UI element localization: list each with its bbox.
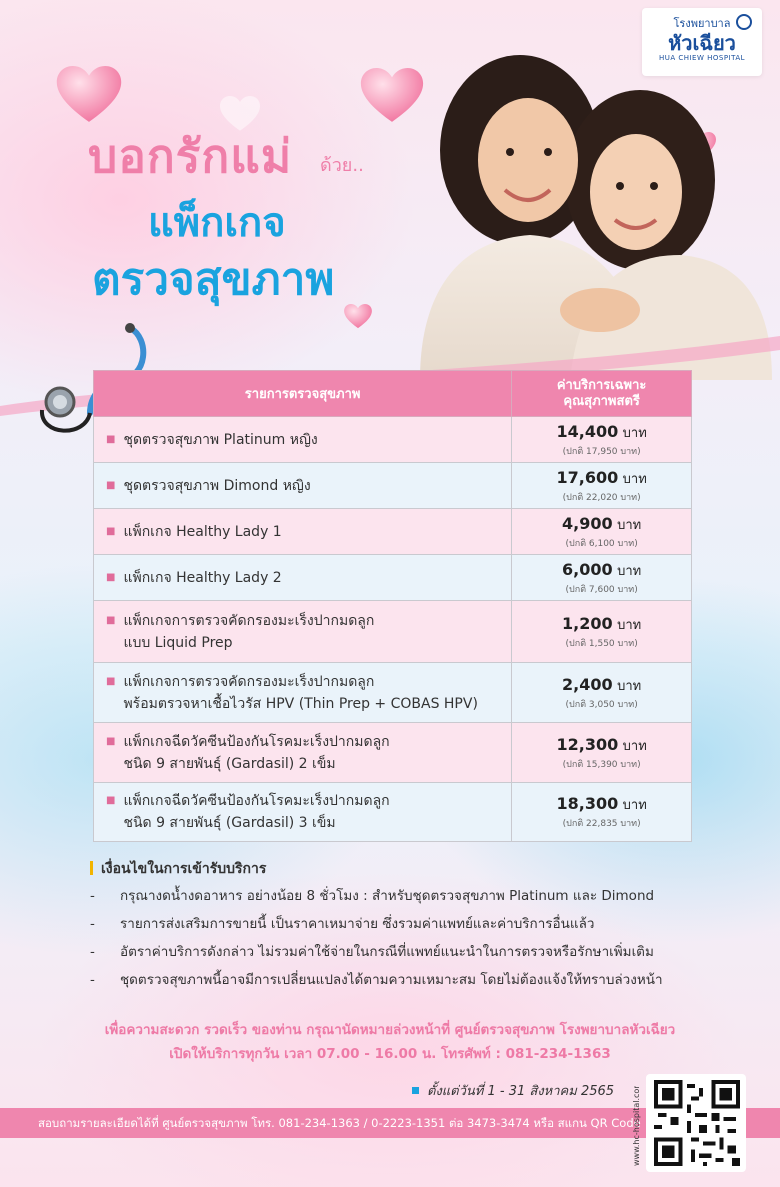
conditions-list <box>90 884 750 996</box>
row-normal-price: (ปกติ 15,390 บาท) <box>562 759 641 770</box>
condition-text: อัตราค่าบริการดังกล่าว ไม่รวมค่าใช้จ่ายในกรณีที่แพทย์แนะนำในการตรวจหรือรักษาเพิ่มเติม <box>120 944 654 960</box>
row-name-line2: แบบ Liquid Prep <box>123 634 233 651</box>
logo-line2: หัวเฉียว <box>668 31 736 55</box>
square-bullet-icon <box>412 1087 419 1094</box>
row-normal-price: (ปกติ 22,020 บาท) <box>562 492 641 503</box>
hospital-logo <box>642 8 762 76</box>
condition-text: กรุณางดน้ำงดอาหาร อย่างน้อย 8 ชั่วโมง : สำหรับชุดตรวจสุขภาพ Platinum และ Dimond <box>120 888 655 904</box>
bullet-icon: ■ <box>106 795 116 806</box>
condition-text: รายการส่งเสริมการขายนี้ เป็นราคาเหมาจ่าย ซึ่งรวมค่าแพทย์และค่าบริการอื่นแล้ว <box>120 916 595 932</box>
row-name-line2: ชนิด 9 สายพันธุ์ (Gardasil) 2 เข็ม <box>123 755 336 772</box>
heart-icon <box>56 66 122 124</box>
table-row <box>94 723 692 783</box>
conditions-title-text: เงื่อนไขในการเข้ารับบริการ <box>101 861 267 877</box>
title-bar-icon <box>90 861 93 875</box>
conditions-title <box>90 858 266 880</box>
header-price-line1: ค่าบริการเฉพาะ <box>556 377 647 393</box>
row-name-line2: พร้อมตรวจหาเชื้อไวรัส HPV (Thin Prep + COBAS HPV) <box>123 695 478 712</box>
row-unit: บาท <box>622 425 647 441</box>
bullet-icon: ■ <box>106 675 116 687</box>
headline-small: ด้วย.. <box>320 155 364 176</box>
table-row <box>94 463 692 509</box>
row-name: แพ็กเกจการตรวจคัดกรองมะเร็งปากมดลูก <box>123 673 375 690</box>
list-item: - อัตราค่าบริการดังกล่าว ไม่รวมค่าใช้จ่ายในกรณีที่แพทย์แนะนำในการตรวจหรือรักษาเพิ่มเติม <box>90 944 654 960</box>
header-price-line2: คุณสุภาพสตรี <box>563 393 640 409</box>
mother-daughter-photo <box>400 40 772 380</box>
row-unit: บาท <box>617 563 642 579</box>
row-unit: บาท <box>617 617 642 633</box>
row-price: 17,600 <box>556 467 619 487</box>
row-name: แพ็กเกจฉีดวัคซีนป้องกันโรคมะเร็งปากมดลูก <box>123 793 390 809</box>
website-url[interactable] <box>628 1086 644 1166</box>
row-name: ชุดตรวจสุขภาพ Dimond หญิง <box>123 477 311 494</box>
table-header-row <box>94 371 692 417</box>
row-price: 4,900 <box>562 513 613 533</box>
row-unit: บาท <box>617 517 642 533</box>
table-row <box>94 509 692 555</box>
table-row <box>94 783 692 842</box>
row-name: แพ็กเกจ Healthy Lady 1 <box>123 523 282 540</box>
bullet-icon: ■ <box>106 479 116 491</box>
row-price: 12,300 <box>556 734 619 754</box>
package-table <box>93 370 692 842</box>
row-price: 2,400 <box>562 674 613 694</box>
condition-text: ชุดตรวจสุขภาพนี้อาจมีการเปลี่ยนแปลงได้ตามความเหมาะสม โดยไม่ต้องแจ้งให้ทราบล่วงหน้า <box>120 972 663 988</box>
row-normal-price: (ปกติ 6,100 บาท) <box>565 538 638 549</box>
bullet-icon: ■ <box>106 735 116 747</box>
bullet-icon: ■ <box>106 571 116 583</box>
booking-note: เพื่อความสะดวก รวดเร็ว ของท่าน กรุณานัดหมายล่วงหน้าที่ ศูนย์ตรวจสุขภาพ โรงพยาบาลหัวเฉียว <box>104 1022 676 1038</box>
row-price: 1,200 <box>562 613 613 633</box>
list-item: - ชุดตรวจสุขภาพนี้อาจมีการเปลี่ยนแปลงได้ตามความเหมาะสม โดยไม่ต้องแจ้งให้ทราบล่วงหน้า <box>90 972 663 988</box>
row-name: แพ็กเกจการตรวจคัดกรองมะเร็งปากมดลูก <box>123 612 375 629</box>
row-price: 14,400 <box>556 421 619 441</box>
promo-period-text: ตั้งแต่วันที่ 1 - 31 สิงหาคม 2565 <box>427 1084 615 1099</box>
header-price <box>512 371 692 417</box>
logo-line1: โรงพยาบาล <box>673 17 731 30</box>
table-row <box>94 417 692 463</box>
website-url-text: www.hc-hospital.com <box>632 1086 641 1166</box>
hospital-seal-icon <box>736 14 752 30</box>
list-item: - กรุณางดน้ำงดอาหาร อย่างน้อย 8 ชั่วโมง : สำหรับชุดตรวจสุขภาพ Platinum และ Dimond <box>90 888 655 904</box>
row-name: แพ็กเกจ Healthy Lady 2 <box>123 569 282 586</box>
row-name: ชุดตรวจสุขภาพ Platinum หญิง <box>123 431 318 448</box>
row-normal-price: (ปกติ 3,050 บาท) <box>565 699 638 710</box>
bullet-icon: ■ <box>106 433 116 445</box>
headline-line2: แพ็กเกจ <box>148 200 286 246</box>
headline-line1: บอกรักแม่ <box>88 129 293 183</box>
row-unit: บาท <box>617 678 642 694</box>
bullet-icon: ■ <box>106 614 116 626</box>
bullet-icon: ■ <box>106 525 116 537</box>
row-normal-price: (ปกติ 1,550 บาท) <box>565 638 638 649</box>
header-item: รายการตรวจสุขภาพ <box>94 371 512 417</box>
row-unit: บาท <box>622 798 647 813</box>
row-name: แพ็กเกจฉีดวัคซีนป้องกันโรคมะเร็งปากมดลูก <box>123 733 390 750</box>
hours-note: เปิดให้บริการทุกวัน เวลา 07.00 - 16.00 น. โทรศัพท์ : 081-234-1363 <box>169 1046 611 1062</box>
headline-line3: ตรวจสุขภาพ <box>92 254 335 305</box>
row-unit: บาท <box>622 471 647 487</box>
row-price: 18,300 <box>556 794 619 813</box>
row-unit: บาท <box>622 738 647 754</box>
row-name-line2: ชนิด 9 สายพันธุ์ (Gardasil) 3 เข็ม <box>123 815 336 831</box>
table-row <box>94 555 692 601</box>
row-normal-price: (ปกติ 7,600 บาท) <box>565 584 638 595</box>
table-row <box>94 601 692 663</box>
row-normal-price: (ปกติ 22,835 บาท) <box>562 819 641 829</box>
logo-line3: HUA CHIEW HOSPITAL <box>658 54 746 62</box>
list-item: - รายการส่งเสริมการขายนี้ เป็นราคาเหมาจ่าย ซึ่งรวมค่าแพทย์และค่าบริการอื่นแล้ว <box>90 916 595 932</box>
promo-period <box>412 1080 614 1101</box>
qr-code-icon[interactable] <box>654 1080 740 1166</box>
table-row <box>94 663 692 723</box>
row-normal-price: (ปกติ 17,950 บาท) <box>562 446 641 457</box>
footer-contact: สอบถามรายละเอียดได้ที่ ศูนย์ตรวจสุขภาพ โทร. 081-234-1363 / 0-2223-1351 ต่อ 3473-3474 หรือ สแกน QR Code <box>38 1116 641 1130</box>
row-price: 6,000 <box>562 559 613 579</box>
heart-icon <box>344 304 372 329</box>
